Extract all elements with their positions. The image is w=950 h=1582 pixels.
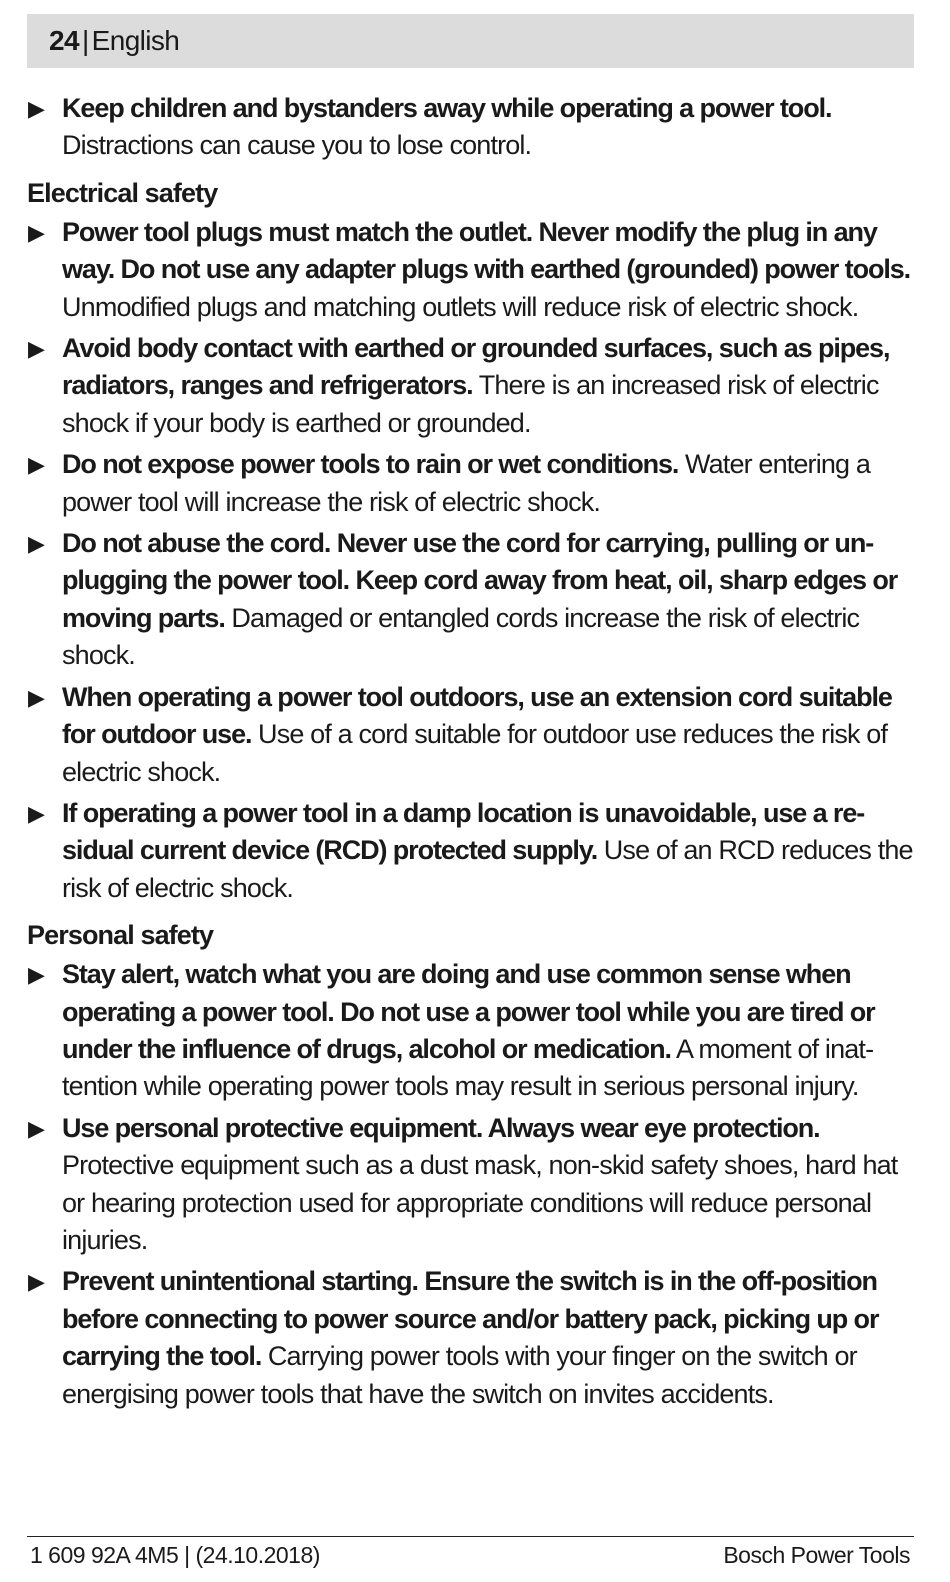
safety-item [27, 214, 913, 326]
safety-item [27, 330, 913, 442]
safety-item [27, 795, 913, 907]
section-heading-personal: Personal safety [27, 920, 214, 951]
safety-item [27, 1263, 913, 1413]
item-body-text: Damaged or entangled cords increase the risk of electric shock. [62, 602, 860, 671]
item-body-text: Use of an RCD reduces the risk of electric shock. [62, 835, 913, 903]
item-body-text: Protective equipment such as a dust mask, non-skid safety shoes, hard hat or hearing protection used for appropriate conditions will reduce personal injuries. [62, 1150, 898, 1255]
bullet-arrow-icon: ▶ [28, 96, 45, 121]
safety-item [27, 446, 913, 521]
item-bold-text: If operating a power tool in a damp location is unavoidable, use a residual current device (RCD) protected supply. [62, 797, 866, 866]
bullet-arrow-icon: ▶ [28, 531, 45, 557]
bullet-arrow-icon: ▶ [28, 219, 45, 245]
safety-item [27, 956, 913, 1106]
bullet-arrow-icon: ▶ [28, 1269, 45, 1295]
header-text [49, 26, 179, 56]
bullet-arrow-icon: ▶ [28, 962, 45, 988]
section-heading-electrical: Electrical safety [27, 177, 218, 208]
item-body-text: Carrying power tools with your finger on the switch or energising power tools that have the switch on invites accidents. [62, 1341, 857, 1409]
item-body-text: Use of a cord suitable for outdoor use reduces the risk of electric shock. [62, 719, 888, 787]
page-number: 24 [49, 25, 79, 56]
item-bold-text: Do not expose power tools to rain or wet conditions. [62, 449, 679, 480]
item-body-text: Unmodified plugs and matching outlets will reduce risk of electric shock. [62, 291, 859, 322]
item-body-text: Distractions can cause you to lose control. [62, 130, 532, 161]
footer-divider [27, 1536, 914, 1537]
bullet-arrow-icon: ▶ [28, 1115, 45, 1141]
footer-doc-number: 1 609 92A 4M5 | (24.10.2018) [30, 1542, 320, 1568]
item-bold-text: Avoid body contact with earthed or grounded surfaces, such as pipes, radiators, ranges and refrigerators. [62, 333, 890, 401]
item-bold-text: When operating a power tool outdoors, use an extension cord suitable for outdoor use. [62, 681, 892, 750]
item-bold-text: Use personal protective equipment. Always wear eye protection. [62, 1112, 820, 1143]
bullet-arrow-icon: ▶ [28, 336, 45, 362]
safety-item [27, 1110, 913, 1260]
item-body-text: Water entering a power tool will increase the risk of electric shock. [62, 449, 870, 517]
bullet-arrow-icon: ▶ [28, 684, 45, 710]
header-separator: | [81, 25, 89, 56]
item-bold-text: Prevent unintentional starting. Ensure the switch is in the off-position before connecting to power source and/or battery pack, picking up or carrying the tool. [62, 1266, 879, 1372]
bullet-arrow-icon: ▶ [28, 800, 45, 826]
item-body-text: A moment of inattention while operating power tools may result in serious personal injury. [62, 1033, 875, 1102]
bullet-arrow-icon: ▶ [28, 452, 45, 478]
page-content [27, 90, 913, 1417]
footer-brand: Bosch Power Tools [723, 1542, 910, 1568]
safety-item [27, 679, 913, 791]
item-bold-text: Keep children and bystanders away while operating a power tool. [62, 93, 832, 123]
page-header [27, 14, 914, 68]
item-bold-text: Stay alert, watch what you are doing and use common sense when operating a power tool. Do not use a power tool while you are tired or under the influence of drugs, alcohol or medication. [62, 959, 875, 1064]
item-bold-text: Power tool plugs must match the outlet. Never modify the plug in any way. Do not use any adapter plugs with earthed (grounded) power tools. [62, 216, 911, 285]
header-language: English [91, 25, 180, 56]
safety-item [27, 525, 913, 675]
item-bold-text: Do not abuse the cord. Never use the cord for carrying, pulling or unplugging the power tool. Keep cord away from heat, oil, sharp edges or moving parts. [62, 528, 898, 633]
safety-item [27, 90, 913, 165]
item-body-text: There is an increased risk of electric shock if your body is earthed or grounded. [62, 370, 879, 438]
